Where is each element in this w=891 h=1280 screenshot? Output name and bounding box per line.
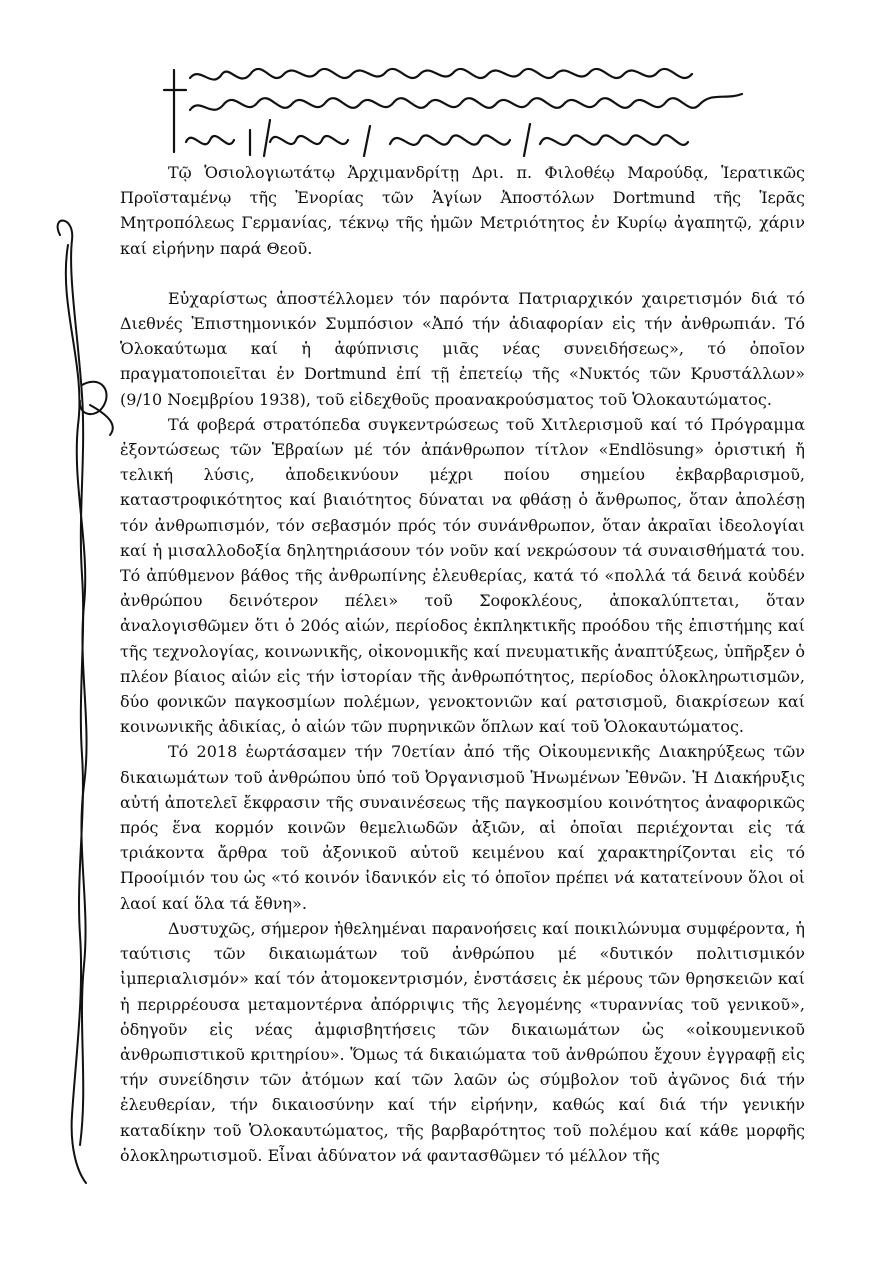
patriarch-signature (160, 60, 760, 160)
letter-body (120, 160, 805, 1168)
body-paragraph: Δυστυχῶς, σήμερον ἠθελημέναι παρανοήσεις καί ποικιλώνυμα συμφέροντα, ἡ ταύτισις τῶν δικαιωμάτων τοῦ ἀνθρώπου μέ «δυτικόν πολιτισμικόν ἰμπεριαλισμόν» καί τόν ἀτομοκεντρισμόν, ἐνστάσεις ἐκ μέρους τῶν θρησκειῶν καί ἡ περιρρέουσα μεταμοντέρνα ἀπόρριψις τῆς λεγομένης «τυραννίας τοῦ γενικοῦ», ὁδηγοῦν εἰς νέας ἀμφισβητήσεις τῶν δικαιωμάτων ὡς «οἰκουμενικοῦ ἀνθρωπιστικοῦ κριτηρίου». Ὅμως τά δικαιώματα τοῦ ἀνθρώπου ἔχουν ἐγγραφῇ εἰς τήν συνείδησιν τῶν ἀτόμων καί τῶν λαῶν ὡς σύμβολον τοῦ ἀγῶνος διά τήν ἐλευθερίαν, τήν δικαιοσύνην καί τήν εἰρήνην, καθώς καί διά τήν γενικήν καταδίκην τοῦ Ὁλοκαυτώματος, τῆς βαρβαρότητος τοῦ πολέμου καί κάθε μορφῆς ὁλοκληρωτισμοῦ. Εἶναι ἀδύνατον νά φαντασθῶμεν τό μέλλον τῆς (120, 918, 805, 1165)
body-paragraph: Τά φοβερά στρατόπεδα συγκεντρώσεως τοῦ Χιτλερισμοῦ καί τό Πρόγραμμα ἐξοντώσεως τῶν Ἑβραίων μέ τόν ἀπάνθρωπον τίτλον «Endlösung» ὁριστική ἤ τελική λύσις, ἀποδεικνύουν μέχρι ποίου σημείου ἐκβαρβαρισμοῦ, καταστροφικότητος καί βιαιότητος δύναται να φθάσῃ ὁ ἄνθρωπος, ὅταν ἀπολέσῃ τόν ἀνθρωπισμόν, τόν σεβασμόν πρός τόν συνάνθρωπον, ὅταν ἀκραῖαι ἰδεολογίαι καί ἡ μισαλλοδοξία δηλητηριάσουν τόν νοῦν καί νεκρώσουν τά συναισθήματά του. Τό ἀπύθμενον βάθος τῆς ἀνθρωπίνης ἐλευθερίας, κατά τό «πολλά τά δεινά κοὐδέν ἀνθρώπου δεινότερον πέλει» τοῦ Σοφοκλέους, ἀποκαλύπτεται, ὅταν ἀναλογισθῶμεν ὅτι ὁ 20ός αἰών, περίοδος ἐκπληκτικῆς προόδου τῆς ἐπιστήμης καί τῆς τεχνολογίας, κοινωνικῆς, οἰκονομικῆς καί πνευματικῆς ἀναπτύξεως, ὑπῆρξεν ὁ πλέον βίαιος αἰών εἰς τήν ἱστορίαν τῆς ἀνθρωπότητος, περίοδος ὁλοκληρωτισμῶν, δύο φονικῶν παγκοσμίων πολέμων, γενοκτονιῶν καί ρατσισμοῦ, διακρίσεων καί κοινωνικῆς ἀδικίας, ὁ αἰών τῶν πυρηνικῶν ὅπλων καί τοῦ Ὁλοκαυτώματος. (120, 414, 805, 737)
salutation-paragraph: Τῷ Ὁσιολογιωτάτῳ Ἀρχιμανδρίτῃ Δρι. π. Φιλοθέῳ Μαρούδᾳ, Ἱερατικῶς Προϊσταμένῳ τῆς Ἐνορίας τῶν Ἁγίων Ἀποστόλων Dortmund τῆς Ἱερᾶς Μητροπόλεως Γερμανίας, τέκνῳ τῆς ἡμῶν Μετριότητος ἐν Κυρίῳ ἀγαπητῷ, χάριν καί εἰρήνην παρά Θεοῦ. (120, 163, 805, 258)
body-paragraph: Εὐχαρίστως ἀποστέλλομεν τόν παρόντα Πατριαρχικόν χαιρετισμόν διά τό Διεθνές Ἐπιστημονικόν Συμπόσιον «Ἀπό τήν ἀδιαφορίαν εἰς τήν ἀνθρωπιάν. Τό Ὁλοκαύτωμα καί ἡ ἀφύπνισις μιᾶς νέας συνειδήσεως», τό ὁποῖον πραγματοποιεῖται ἐν Dortmund ἐπί τῇ ἐπετείῳ τῆς «Νυκτός τῶν Κρυστάλλων» (9/10 Νοεμβρίου 1938), τοῦ εἰδεχθοῦς προανακρούσματος τοῦ Ὁλοκαυτώματος. (120, 288, 805, 409)
body-paragraph: Τό 2018 ἑωρτάσαμεν τήν 70ετίαν ἀπό τῆς Οἰκουμενικῆς Διακηρύξεως τῶν δικαιωμάτων τοῦ ἀνθρώπου ὑπό τοῦ Ὀργανισμοῦ Ἡνωμένων Ἐθνῶν. Ἡ Διακήρυξις αὐτή ἀποτελεῖ ἔκφρασιν τῆς συναινέσεως τῆς παγκοσμίου κοινότητος ἀναφορικῶς πρός ἕνα κορμόν κοινῶν θεμελιωδῶν ἀξιῶν, αἱ ὁποῖαι περιέχονται εἰς τά τριάκοντα ἄρθρα τοῦ ἀξονικοῦ αὐτοῦ κειμένου καί χαρακτηρίζονται εἰς τό Προοίμιόν του ὡς «τό κοινόν ἰδανικόν εἰς τό ὁποῖον πρέπει νά κατατείνουν ὅλοι οἱ λαοί καί ὅλα τά ἔθνη». (120, 742, 805, 913)
